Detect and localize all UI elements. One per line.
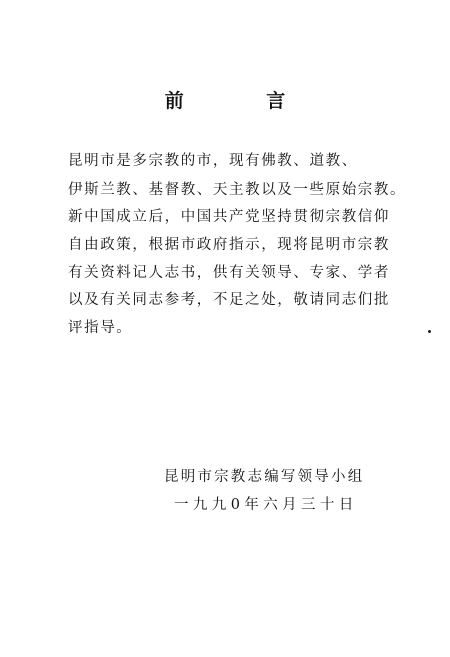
signature-date: 一九九0年六月三十日 (174, 497, 358, 513)
preface-line-5: 有关资料记人志书，供有关领导、专家、学者 (68, 265, 390, 281)
preface-line-1: 昆明市是多宗教的市，现有佛教、道教、 (68, 153, 358, 169)
page-title: 前 言 (164, 90, 324, 112)
signature-organization: 昆明市宗教志编写领导小组 (164, 469, 365, 485)
preface-line-2: 伊斯兰教、基督教、天主教以及一些原始宗教。 (68, 182, 407, 198)
preface-line-4: 自由政策，根据市政府指示，现将昆明市宗教 (68, 237, 390, 253)
preface-line-3: 新中国成立后，中国共产党坚持贯彻宗教信仰 (68, 209, 390, 225)
scan-speck (428, 330, 431, 333)
preface-line-7: 评指导。 (68, 320, 133, 336)
preface-line-6: 以及有关同志参考，不足之处，敬请同志们批 (68, 292, 390, 308)
